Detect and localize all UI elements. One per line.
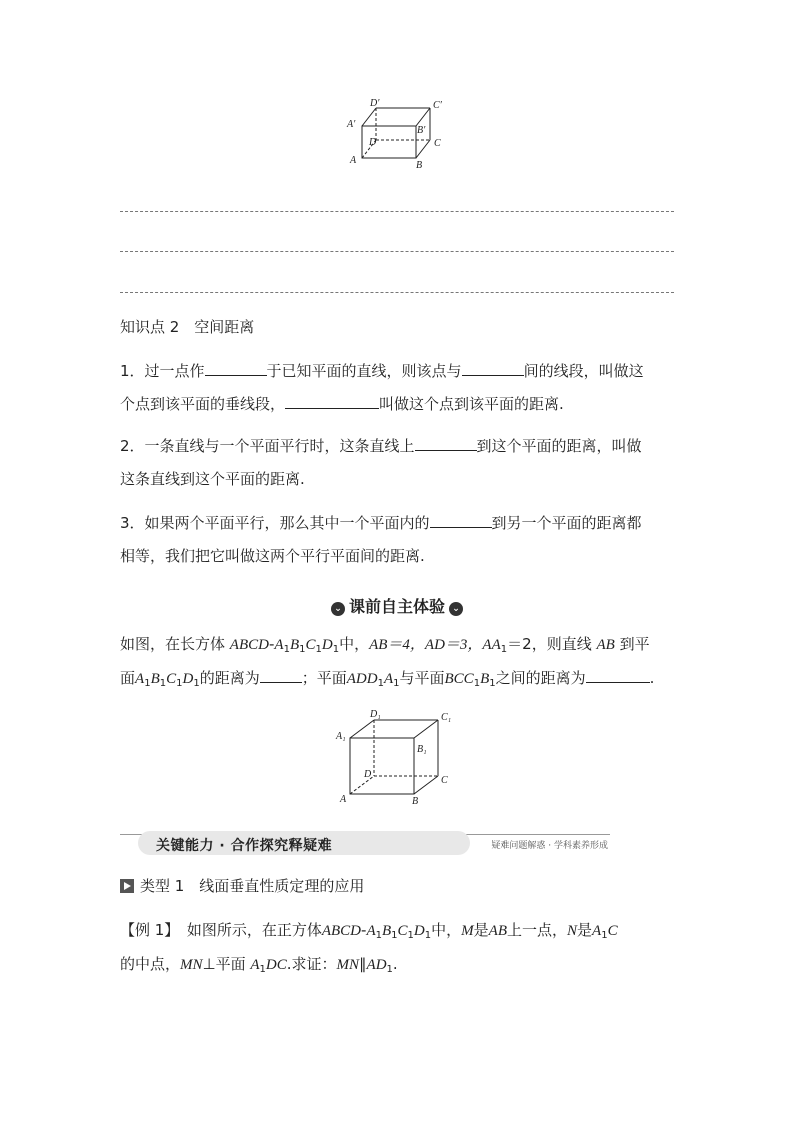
math: A: [135, 671, 145, 687]
text: ⊥平面: [202, 955, 246, 973]
label-c1: C₁: [441, 712, 452, 723]
math: B: [480, 671, 490, 687]
math: ＝2: [507, 635, 532, 653]
label-a-prime: A′: [347, 119, 356, 130]
fill-blank[interactable]: [430, 511, 492, 528]
text: 于已知平面的直线，则该点与: [266, 362, 462, 380]
sub: 1: [283, 644, 290, 655]
text: .: [392, 955, 398, 973]
math: N: [567, 923, 578, 939]
sub: 1: [315, 644, 322, 655]
fill-blank[interactable]: [285, 392, 379, 409]
sub: 1: [159, 678, 167, 689]
text: 2．一条直线与一个平面平行时，这条直线上: [120, 437, 415, 455]
math: C: [397, 923, 408, 939]
sub: 1: [193, 678, 200, 689]
text: 1．过一点作: [120, 362, 205, 380]
label-c: C: [434, 138, 441, 149]
math: MN: [180, 957, 203, 973]
text: 的中点，: [120, 955, 181, 973]
text: 如图所示，在正方体: [186, 921, 322, 939]
chevron-down-circle-icon: ⌄: [331, 602, 345, 616]
math: ABCD: [321, 923, 362, 939]
sub: 1: [393, 678, 400, 689]
text: 到这个平面的距离，叫做: [476, 437, 642, 455]
math: B: [381, 923, 392, 939]
sub: 1: [489, 678, 496, 689]
label-b-prime: B′: [417, 125, 426, 136]
text: 相等，我们把它叫做这两个平行平面间的距离.: [120, 547, 425, 565]
label-b1: B₁: [417, 744, 427, 755]
type-heading: [120, 870, 680, 903]
fill-blank[interactable]: [586, 666, 650, 683]
math: MN: [336, 957, 360, 973]
label-a: A: [350, 155, 357, 166]
label-b: B: [412, 796, 419, 807]
math: AB: [596, 637, 615, 653]
text: 的距离为: [199, 669, 260, 687]
text: ；平面: [301, 669, 347, 687]
text: 面: [120, 669, 136, 687]
label-b: B: [416, 160, 423, 171]
text: 上一点，: [507, 921, 568, 939]
chevron-down-circle-icon: ⌄: [449, 602, 463, 616]
math: ABCD: [229, 637, 269, 653]
math: BCC: [444, 671, 474, 687]
text: 中，: [339, 635, 370, 653]
text: 叫做这个点到该平面的距离.: [379, 395, 564, 413]
knowledge-point-title: 知识点 2 空间距离: [120, 318, 255, 336]
text: 3．如果两个平面平行，那么其中一个平面内的: [120, 514, 430, 532]
math: C: [305, 637, 316, 653]
example-tag: 【例 1】: [120, 921, 172, 939]
sub: 1: [391, 930, 398, 941]
sub: 1: [176, 678, 183, 689]
text: 与平面: [399, 669, 445, 687]
text: 如图，在长方体: [120, 635, 226, 653]
math: A: [383, 671, 394, 687]
play-triangle-icon: [120, 879, 134, 893]
text: 之间的距离为: [495, 669, 586, 687]
math: D: [413, 923, 425, 939]
label-a: A: [340, 794, 347, 805]
preclass-problem: [120, 628, 685, 696]
knowledge-item-3: [120, 507, 680, 573]
text: 到另一个平面的距离都: [491, 514, 642, 532]
math: D: [182, 671, 194, 687]
type-label: 类型 1 线面垂直性质定理的应用: [140, 877, 365, 895]
label-c: C: [441, 775, 448, 786]
text: 是: [473, 921, 489, 939]
sub: 1: [601, 930, 608, 941]
math: AD: [366, 957, 387, 973]
math: AB＝4，AD＝3，AA: [369, 637, 501, 653]
math: -: [361, 921, 367, 939]
title-text: 课前自主体验: [348, 597, 445, 616]
math: A: [366, 923, 376, 939]
fill-blank[interactable]: [205, 359, 267, 376]
text: ∥: [359, 955, 367, 973]
fill-blank[interactable]: [260, 666, 302, 683]
sub: 1: [299, 644, 306, 655]
text: 间的线段，叫做这: [523, 362, 644, 380]
cuboid-figure-1: [340, 96, 460, 176]
text: 是: [577, 921, 593, 939]
math: M: [461, 923, 474, 939]
answer-line-3: [120, 292, 674, 293]
knowledge-item-1: [120, 355, 680, 421]
label-d-prime: D′: [370, 98, 380, 109]
label-a1: A₁: [336, 731, 346, 742]
fill-blank[interactable]: [415, 434, 477, 451]
math: B: [150, 671, 160, 687]
example-1: [120, 914, 680, 982]
label-d: D: [369, 137, 377, 148]
text: .: [649, 669, 655, 687]
math: -: [268, 635, 275, 653]
banner-title: 关键能力 · 合作探究释疑难: [156, 838, 333, 854]
math: D: [321, 637, 333, 653]
sub: 1: [377, 678, 384, 689]
text: 这条直线到这个平面的距离.: [120, 470, 305, 488]
math: ADD: [346, 671, 378, 687]
answer-line-1: [120, 211, 674, 212]
text: 到平: [619, 635, 650, 653]
fill-blank[interactable]: [462, 359, 524, 376]
math: A: [592, 923, 602, 939]
section-banner: [120, 826, 610, 860]
sub: 1: [375, 930, 382, 941]
text: 中，: [431, 921, 462, 939]
text: .求证：: [286, 955, 337, 973]
label-d: D: [364, 769, 372, 780]
math: A: [274, 637, 284, 653]
sub: 1: [500, 644, 508, 655]
math: B: [289, 637, 300, 653]
label-d1: D₁: [370, 709, 381, 720]
answer-line-2: [120, 251, 674, 252]
sub: 1: [144, 678, 151, 689]
math: C: [607, 923, 618, 939]
text: 个点到该平面的垂线段，: [120, 395, 286, 413]
math: DC: [265, 957, 287, 973]
banner-subtitle: 疑难问题解惑 · 学科素养形成: [491, 841, 608, 851]
math: A: [250, 957, 260, 973]
knowledge-item-2: [120, 430, 680, 496]
cuboid-figure-2: [330, 706, 460, 810]
sub: 1: [424, 930, 432, 941]
sub: 1: [386, 964, 393, 975]
text: ，则直线: [531, 635, 592, 653]
math: AB: [488, 923, 507, 939]
math: C: [166, 671, 177, 687]
label-c-prime: C′: [433, 100, 442, 111]
sub: 1: [332, 644, 340, 655]
sub: 1: [407, 930, 414, 941]
preclass-section-title: [0, 594, 794, 617]
sub: 1: [473, 678, 481, 689]
sub: 1: [259, 964, 266, 975]
